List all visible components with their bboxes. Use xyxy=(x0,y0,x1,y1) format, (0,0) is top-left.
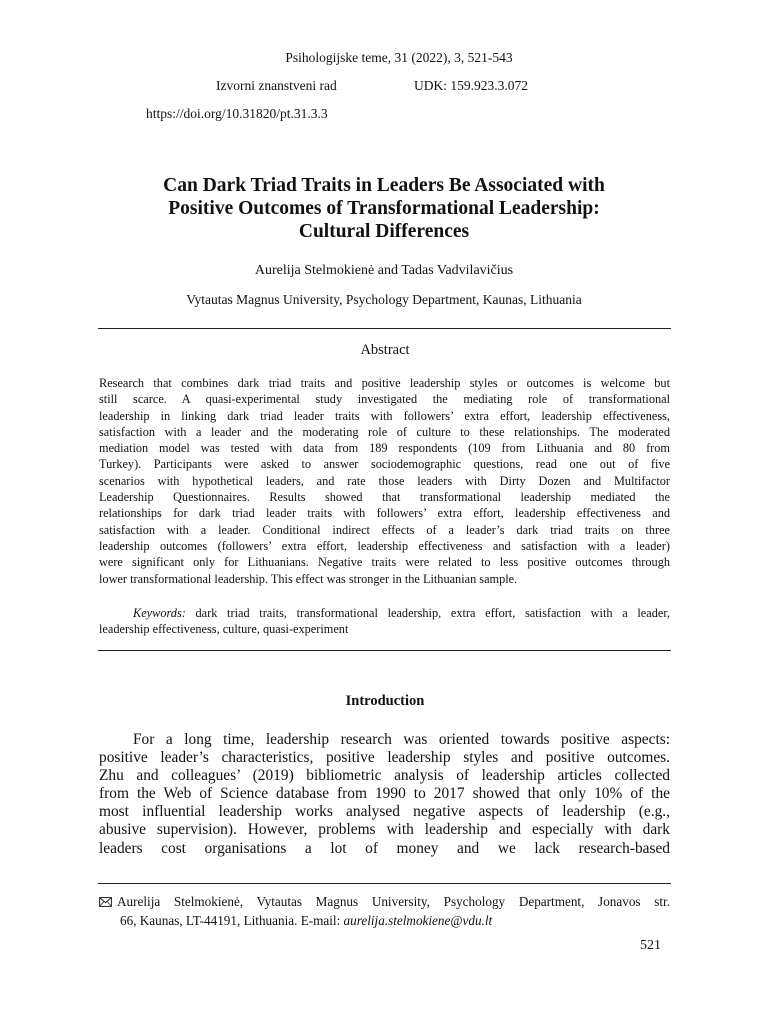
doi-link[interactable]: https://doi.org/10.31820/pt.31.3.3 xyxy=(146,106,328,121)
authors: Aurelija Stelmokienė and Tadas Vadvilavičius xyxy=(254,263,514,278)
footnote xyxy=(99,893,670,930)
intro-line: For a long time, leadership research was oriented towards positive aspects: xyxy=(133,731,670,748)
keywords xyxy=(99,605,670,638)
divider-top xyxy=(98,328,671,329)
intro-line: abusive supervision). However, problems with leadership and especially with dark xyxy=(99,821,670,839)
abstract-body xyxy=(99,375,670,587)
abstract-line: leadership in linking dark triad leader traits with followers’ extra effort, leadership effectiveness, xyxy=(99,408,670,423)
journal-citation: Psihologijske teme, 31 (2022), 3, 521-543 xyxy=(285,50,513,65)
keywords-text: dark triad traits, transformational leadership, extra effort, satisfaction with a leader, xyxy=(185,606,670,620)
abstract-line: satisfaction with a leader. Conditional indirect effects of a leader’s dark triad traits on three xyxy=(99,522,670,537)
abstract-line: satisfaction with a leader and the moderating role of culture to these relationships. The moderated xyxy=(99,424,670,439)
intro-line: positive leader’s characteristics, positive leadership styles and positive outcomes. xyxy=(99,749,670,767)
keywords-label: Keywords: xyxy=(133,606,186,620)
footnote-address: 66, Kaunas, LT-44191, Lithuania. E-mail: xyxy=(120,912,344,928)
intro-line: from the Web of Science database from 1990 to 2017 showed that only 10% of the xyxy=(99,785,670,803)
abstract-line: still scarce. A quasi-experimental study investigated the mediating role of transformational xyxy=(99,392,670,407)
title-line: Positive Outcomes of Transformational Leadership: xyxy=(168,198,600,219)
introduction-body xyxy=(99,731,670,858)
footnote-divider xyxy=(98,883,671,884)
abstract-line: were significant only for Lithuanians. Negative traits were related to less positive outcomes through xyxy=(99,555,670,570)
article-type: Izvorni znanstveni rad xyxy=(216,78,337,93)
abstract-line: mediation model was tested with data from 189 respondents (109 from Lithuania and 80 from xyxy=(99,441,670,456)
abstract-line: Leadership Questionnaires. Results showed that transformational leadership mediated the xyxy=(99,490,670,505)
udk-code: UDK: 159.923.3.072 xyxy=(414,78,528,93)
page-number: 521 xyxy=(640,938,661,953)
abstract-heading: Abstract xyxy=(360,342,410,358)
divider-bottom xyxy=(98,650,671,651)
introduction-heading: Introduction xyxy=(345,693,425,709)
intro-line: leaders cost organisations a lot of money and we lack research-based xyxy=(99,839,670,857)
affiliation: Vytautas Magnus University, Psychology Department, Kaunas, Lithuania xyxy=(186,292,582,307)
title-line: Can Dark Triad Traits in Leaders Be Associated with xyxy=(163,175,605,196)
title-line: Cultural Differences xyxy=(298,221,470,242)
keywords-line xyxy=(99,605,670,621)
footnote-line xyxy=(99,893,670,912)
keywords-line: leadership effectiveness, culture, quasi-experiment xyxy=(99,622,349,637)
abstract-line: Research that combines dark triad traits and positive leadership styles or outcomes is welcome but xyxy=(99,376,670,390)
footnote-line xyxy=(99,912,670,931)
abstract-line: scenarios with hypothetical leaders, and rate those leaders with Dirty Dozen and Multifactor xyxy=(99,473,670,488)
intro-line: Zhu and colleagues’ (2019) bibliometric analysis of leadership articles collected xyxy=(99,767,670,785)
footnote-text: Aurelija Stelmokienė, Vytautas Magnus University, Psychology Department, Jonavos str. xyxy=(117,894,670,909)
abstract-line: relationships for dark triad leader traits with followers’ extra effort, leadership effectiveness and xyxy=(99,506,670,521)
paper-title xyxy=(84,174,684,243)
abstract-line: Turkey). Participants were asked to answer sociodemographic questions, read one out of five xyxy=(99,457,670,472)
envelope-icon xyxy=(99,897,112,907)
intro-line: most influential leadership works analysed negative aspects of leadership (e.g., xyxy=(99,803,670,821)
abstract-line: leadership outcomes (followers’ extra effort, leadership effectiveness and satisfaction with a leader) xyxy=(99,538,670,553)
abstract-line: lower transformational leadership. This effect was stronger in the Lithuanian sample. xyxy=(99,571,518,586)
author-email[interactable]: aurelija.stelmokiene@vdu.lt xyxy=(343,912,493,928)
